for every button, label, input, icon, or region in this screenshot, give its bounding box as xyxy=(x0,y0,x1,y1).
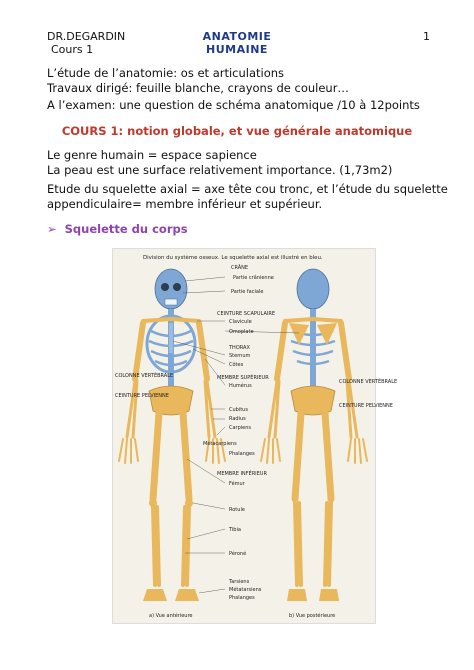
label-radius: Radius xyxy=(229,416,246,422)
sternum xyxy=(169,323,173,353)
left-humerus xyxy=(135,323,143,379)
label-phalanges-foot: Phalanges xyxy=(229,595,255,601)
human-line-2: La peau est une surface relativement importance. (1,73m2) xyxy=(47,163,393,177)
label-ceinture-pelvienne-right: CEINTURE PELVIENNE xyxy=(339,403,393,409)
arrow-bullet-icon: ➢ xyxy=(47,222,57,236)
label-tarsiens: Tarsiens xyxy=(229,579,250,585)
skeleton-line-2: appendiculaire= membre inférieur et supérieur. xyxy=(47,197,323,211)
posterior-left-forearm xyxy=(269,381,279,437)
eye-socket-left xyxy=(161,283,169,291)
label-cubitus: Cubitus xyxy=(229,407,248,413)
intro-line-1: L’étude de l’anatomie: os et articulations xyxy=(47,66,285,80)
label-rotule: Rotule xyxy=(229,507,245,513)
anterior-pelvis xyxy=(149,386,193,415)
posterior-right-forearm xyxy=(347,381,357,437)
posterior-right-lower-leg xyxy=(325,503,331,585)
label-femur: Fémur xyxy=(229,481,245,487)
human-line-1: Le genre humain = espace sapience xyxy=(47,148,257,162)
label-phalanges-hand: Phalanges xyxy=(229,451,255,457)
skeleton-study-paragraph xyxy=(47,182,448,212)
label-colonne-right: COLONNE VERTÉBRALE xyxy=(339,379,398,385)
skeleton-line-1: Etude du squelette axial = axe tête cou tronc, et l’étude du squelette xyxy=(47,182,448,196)
label-view-a: a) Vue antérieure xyxy=(149,613,193,619)
posterior-left-foot xyxy=(287,589,307,601)
label-metacarpiens: Métacarpiens xyxy=(203,441,237,447)
label-clavicule: Clavicule xyxy=(229,319,252,325)
posterior-left-lower-leg xyxy=(295,503,301,585)
label-partie-faciale: Partie faciale xyxy=(231,289,264,295)
label-perone: Péroné xyxy=(229,551,247,557)
title-line-1: ANATOMIE xyxy=(202,30,272,43)
label-ceinture-pelvienne-left: CEINTURE PELVIENNE xyxy=(115,393,169,399)
clavicles xyxy=(143,319,199,321)
skeleton-figure xyxy=(112,248,398,624)
posterior-right-foot xyxy=(319,589,339,601)
label-membre-inferieur: MEMBRE INFÉRIEUR xyxy=(217,471,267,477)
posterior-right-hand xyxy=(348,439,367,463)
section-heading: COURS 1: notion globale, et vue générale anatomique xyxy=(61,124,413,138)
right-lower-leg xyxy=(183,507,189,585)
jaw xyxy=(165,299,177,305)
eye-socket-right xyxy=(173,283,181,291)
posterior-pelvis xyxy=(291,386,335,415)
author-name: DR.DEGARDIN xyxy=(47,30,126,43)
posterior-skull xyxy=(297,269,329,309)
bullet-label: Squelette du corps xyxy=(64,222,188,236)
left-foot xyxy=(143,589,167,601)
label-tibia: Tibia xyxy=(229,527,241,533)
posterior-left-hand xyxy=(261,439,280,463)
label-crane: CRÂNE xyxy=(231,265,249,271)
exam-paragraph: A l’examen: une question de schéma anatomique /10 à 12points xyxy=(47,98,420,112)
skeleton-illustration xyxy=(113,249,398,623)
posterior-spine xyxy=(310,309,316,393)
anterior-skeleton xyxy=(119,269,225,601)
left-forearm xyxy=(127,381,137,437)
bullet-skeleton xyxy=(47,222,188,236)
left-lower-leg xyxy=(153,507,159,585)
right-foot xyxy=(175,589,199,601)
title-line-2: HUMAINE xyxy=(206,43,268,56)
left-femur xyxy=(153,413,159,499)
left-hand xyxy=(119,439,138,463)
intro-line-2: Travaux dirigé: feuille blanche, crayons de couleur… xyxy=(47,81,349,95)
posterior-right-humerus xyxy=(341,323,349,379)
label-omoplate: Omoplate xyxy=(229,329,254,335)
posterior-left-femur xyxy=(295,413,301,499)
label-colonne-left: COLONNE VERTÉBRALE xyxy=(115,373,174,379)
label-carpiens: Carpiens xyxy=(229,425,252,431)
label-humerus: Humérus xyxy=(229,383,252,389)
posterior-left-humerus xyxy=(277,323,285,379)
label-cotes: Côtes xyxy=(229,362,244,368)
label-metatarsiens: Métatarsiens xyxy=(229,587,262,593)
human-paragraph xyxy=(47,148,392,178)
label-ceinture-scapulaire: CEINTURE SCAPULAIRE xyxy=(217,311,275,317)
figure-caption: Division du système osseux. Le squelette axial est illustré en bleu. xyxy=(143,255,323,261)
right-humerus xyxy=(199,323,207,379)
label-view-b: b) Vue postérieure xyxy=(289,613,336,619)
page-number: 1 xyxy=(423,30,430,43)
right-femur xyxy=(183,413,189,499)
intro-paragraph xyxy=(47,66,349,96)
posterior-right-femur xyxy=(325,413,331,499)
label-thorax: THORAX xyxy=(229,345,250,351)
label-sternum: Sternum xyxy=(229,353,251,359)
label-membre-superieur: MEMBRE SUPÉRIEUR xyxy=(217,375,269,381)
posterior-skeleton xyxy=(261,269,367,601)
posterior-shoulders xyxy=(285,319,341,321)
document-title xyxy=(0,30,474,56)
label-partie-cranienne: Partie crânienne xyxy=(233,275,274,281)
course-label: Cours 1 xyxy=(51,43,94,56)
